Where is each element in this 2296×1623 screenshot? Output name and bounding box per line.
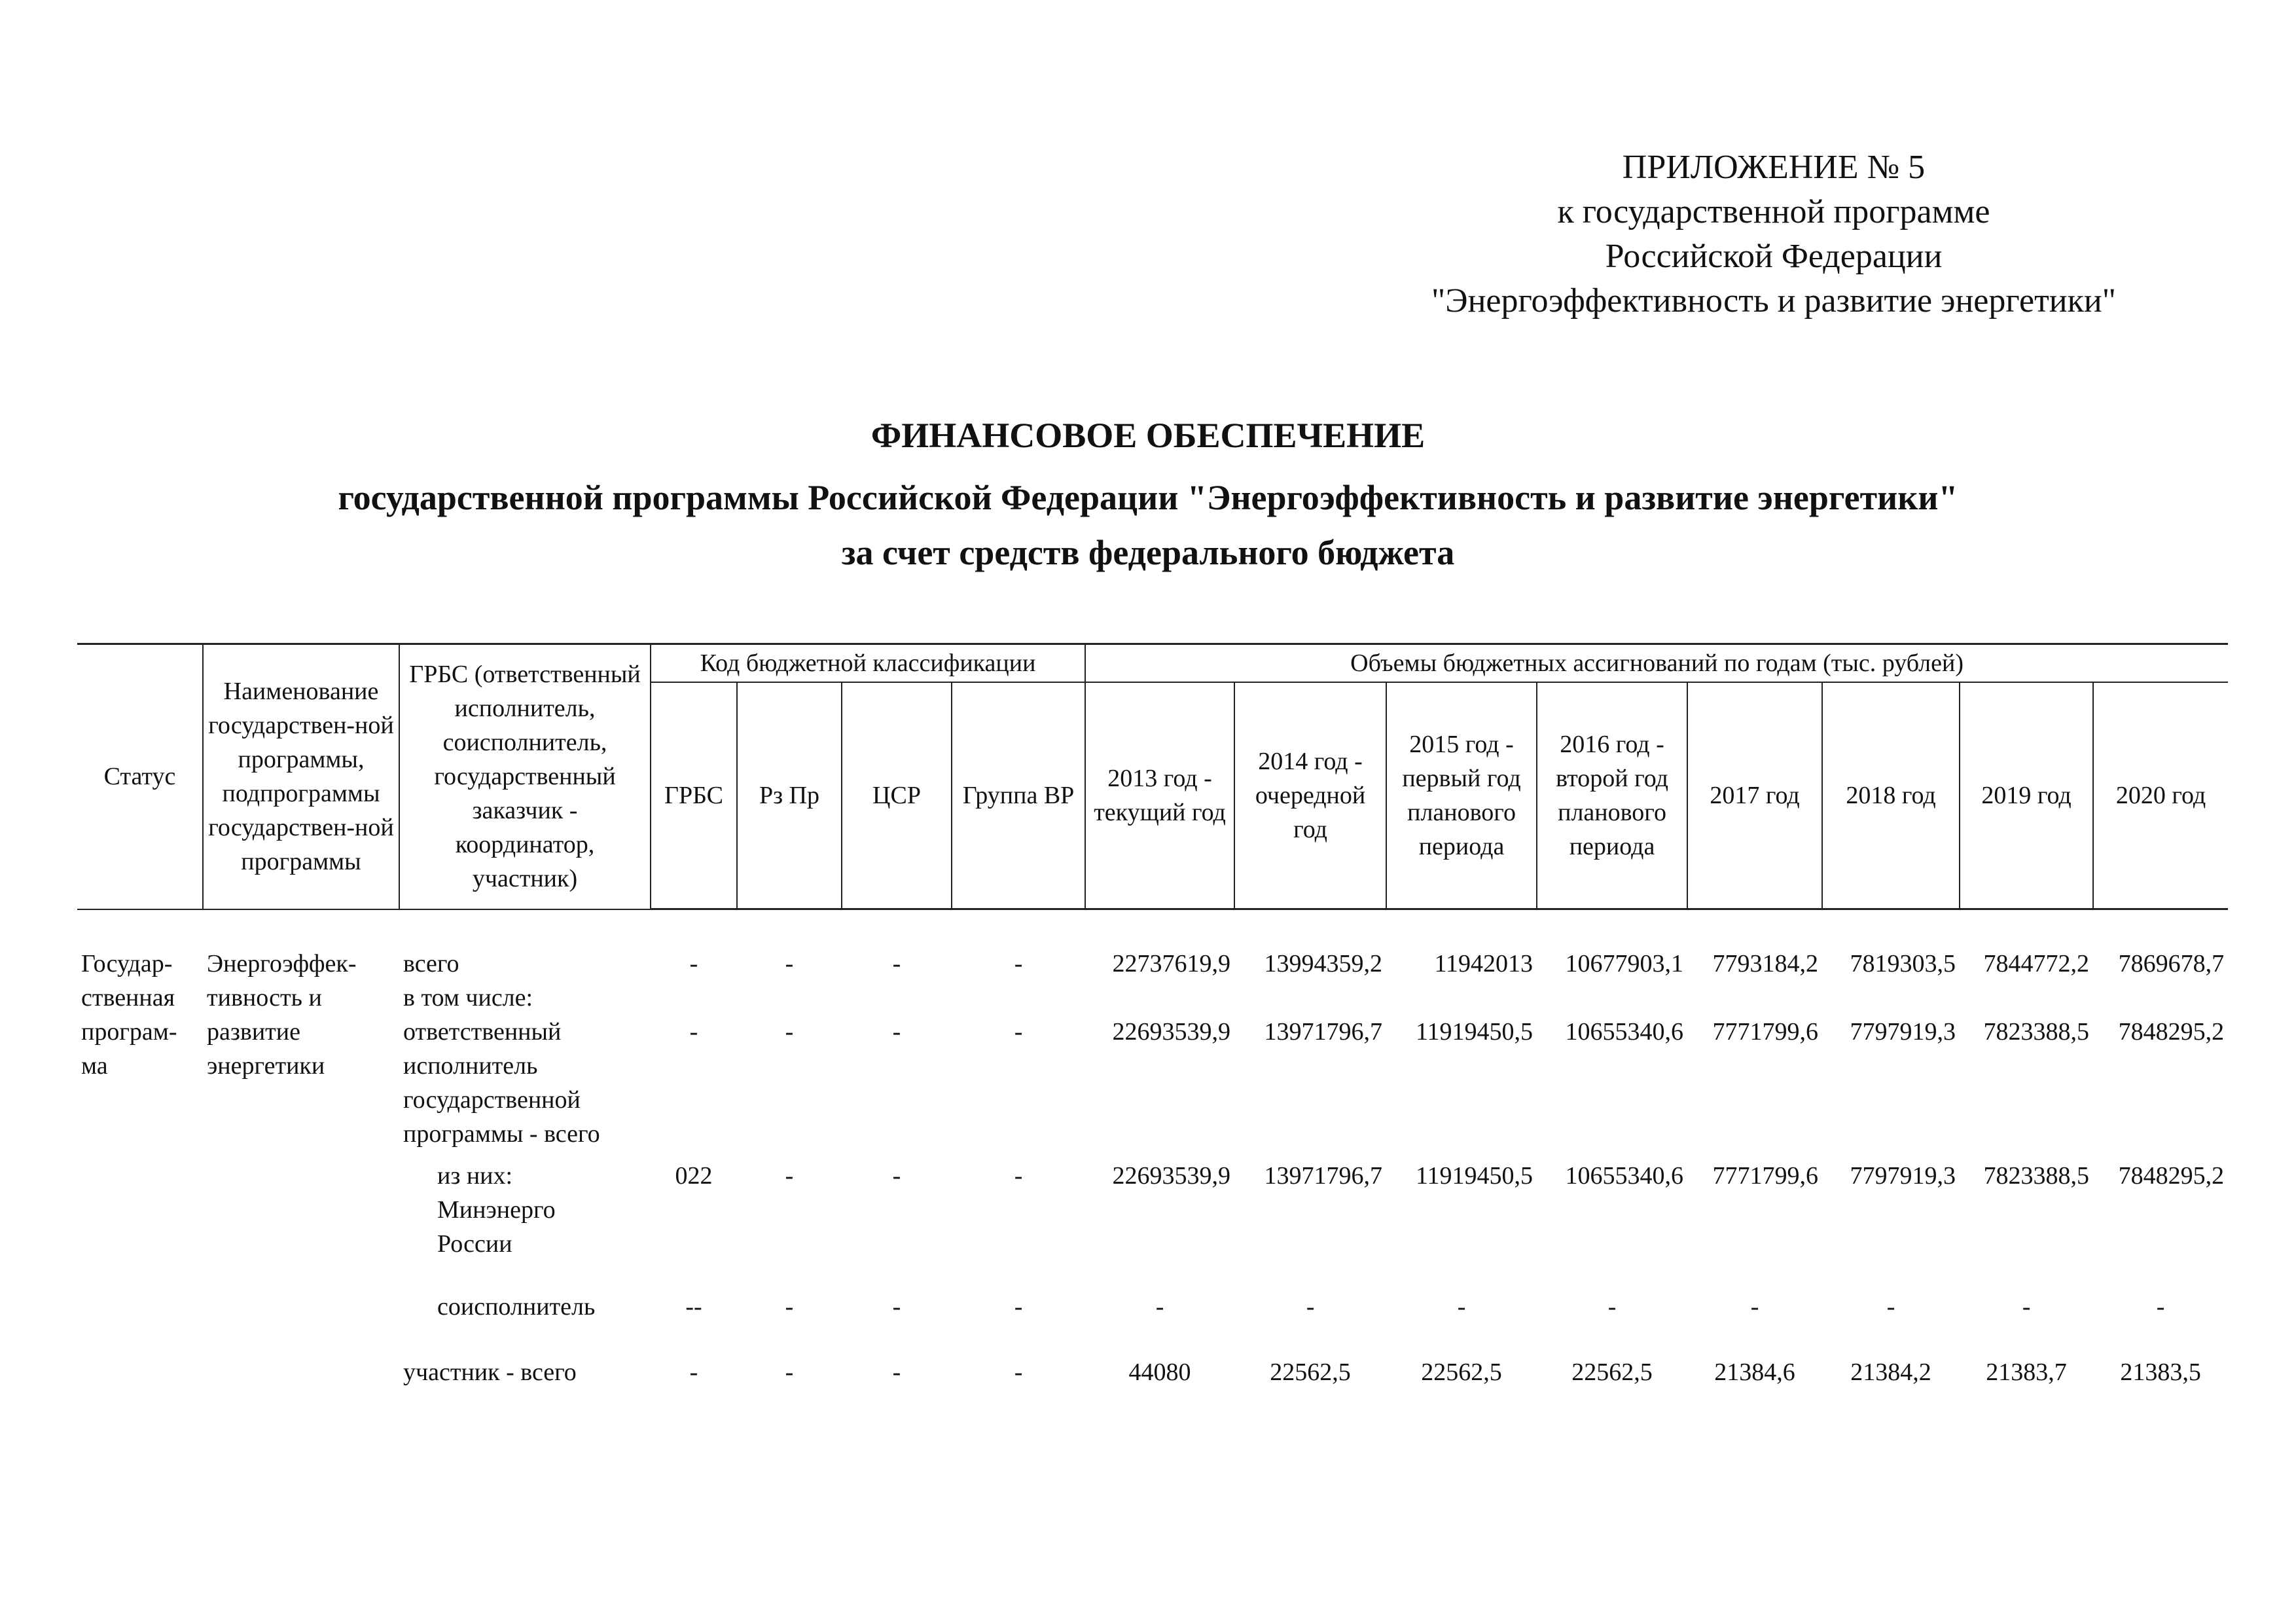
rzpr-cell: - (785, 1018, 794, 1046)
value-2019: 7823388,5 (1983, 1018, 2090, 1046)
grbs-cell: - (689, 1018, 698, 1046)
value-2014: 13994359,2 (1264, 950, 1383, 977)
row-label: в том числе: ответственный исполнитель государственной программы - всего (403, 984, 600, 1148)
csr-cell: - (892, 1162, 901, 1190)
vr-cell: - (1014, 1359, 1023, 1386)
value-2014: 13971796,7 (1264, 1162, 1383, 1190)
header-rzpr: Рз Пр (737, 682, 842, 909)
value-2020: 21383,5 (2120, 1359, 2201, 1386)
value-2015: 22562,5 (1421, 1359, 1502, 1386)
csr-cell: - (892, 950, 901, 977)
document-title: ФИНАНСОВОЕ ОБЕСПЕЧЕНИЕ (870, 416, 1426, 455)
table-row (77, 1290, 2228, 1355)
csr-cell: - (892, 1018, 901, 1046)
value-2013: 22693539,9 (1112, 1162, 1231, 1190)
vr-cell: - (1014, 1018, 1023, 1046)
value-2017: - (1750, 1293, 1759, 1321)
value-2018: 21384,2 (1850, 1359, 1931, 1386)
value-2019: 7823388,5 (1983, 1162, 2090, 1190)
value-2013: 44080 (1128, 1359, 1191, 1386)
vr-cell: - (1014, 1293, 1023, 1321)
value-2016: - (1607, 1293, 1617, 1321)
row-label: всего (403, 949, 459, 977)
value-2019: 7844772,2 (1983, 950, 2090, 977)
value-2015: 11919450,5 (1415, 1162, 1534, 1190)
value-2017: 7771799,6 (1712, 1018, 1819, 1046)
rzpr-cell: - (785, 1162, 794, 1190)
header-year-2013: 2013 год - текущий год (1085, 682, 1234, 909)
document-subtitle (0, 470, 2296, 580)
header-year-2018: 2018 год (1822, 682, 1960, 909)
vr-cell: - (1014, 1162, 1023, 1190)
header-volumes: Объемы бюджетных ассигнований по годам (тыс. рублей) (1085, 644, 2228, 683)
header-vr: Группа ВР (952, 682, 1085, 909)
row-label: участник - всего (403, 1359, 577, 1386)
appendix-line-4: "Энергоэффективность и развитие энергетики" (1431, 282, 2116, 319)
value-2014: 22562,5 (1270, 1359, 1351, 1386)
grbs-cell: 022 (675, 1162, 713, 1190)
value-2018: - (1886, 1293, 1895, 1321)
appendix-line-2: к государственной программе (1557, 193, 1990, 230)
value-2013: 22737619,9 (1112, 950, 1231, 977)
value-2019: 21383,7 (1986, 1359, 2067, 1386)
header-status: Статус (77, 644, 203, 909)
header-csr: ЦСР (842, 682, 952, 909)
value-2017: 21384,6 (1714, 1359, 1795, 1386)
value-2020: 7848295,2 (2118, 1018, 2225, 1046)
grbs-cell: - (689, 950, 698, 977)
rzpr-cell: - (785, 1359, 794, 1386)
csr-cell: - (892, 1293, 901, 1321)
header-year-2020: 2020 год (2093, 682, 2228, 909)
value-2018: 7797919,3 (1850, 1018, 1956, 1046)
table-row (77, 909, 2228, 981)
value-2014: 13971796,7 (1264, 1018, 1383, 1046)
grbs-cell: -- (685, 1293, 702, 1321)
header-year-2014: 2014 год - очередной год (1234, 682, 1386, 909)
value-2016: 22562,5 (1571, 1359, 1653, 1386)
value-2020: 7869678,7 (2118, 950, 2225, 977)
value-2013: 22693539,9 (1112, 1018, 1231, 1046)
header-year-2019: 2019 год (1960, 682, 2093, 909)
value-2020: - (2156, 1293, 2165, 1321)
value-2019: - (2022, 1293, 2031, 1321)
grbs-cell: - (689, 1359, 698, 1386)
subtitle-line-1: государственной программы Российской Федерации "Энергоэффективность и развитие энергетики" (338, 478, 1958, 517)
appendix-number: ПРИЛОЖЕНИЕ № 5 (1622, 149, 1926, 186)
table-row (77, 1355, 2228, 1389)
value-2013: - (1155, 1293, 1164, 1321)
status-cell: Государ- ственная програм- ма (81, 949, 177, 1080)
table-body (77, 909, 2228, 1390)
value-2018: 7797919,3 (1850, 1162, 1956, 1190)
header-budget-code: Код бюджетной классификации (651, 644, 1085, 683)
appendix-line-3: Российской Федерации (1605, 238, 1943, 275)
value-2016: 10655340,6 (1565, 1162, 1684, 1190)
value-2015: - (1457, 1293, 1466, 1321)
table-row (77, 981, 2228, 1159)
header-program-name: Наименование государствен-ной программы, подпрограммы государствен-ной программы (203, 644, 399, 909)
program-name-cell: Энергоэффек- тивность и развитие энергетики (207, 949, 357, 1080)
value-2020: 7848295,2 (2118, 1162, 2225, 1190)
rzpr-cell: - (785, 950, 794, 977)
value-2017: 7793184,2 (1712, 950, 1819, 977)
header-year-2017: 2017 год (1687, 682, 1822, 909)
header-year-2016: 2016 год - второй год планового периода (1537, 682, 1687, 909)
value-2015: 11942013 (1434, 950, 1534, 977)
rzpr-cell: - (785, 1293, 794, 1321)
value-2016: 10677903,1 (1565, 950, 1684, 977)
row-label: соисполнитель (437, 1293, 596, 1321)
csr-cell: - (892, 1359, 901, 1386)
appendix-header (1302, 145, 2245, 323)
value-2017: 7771799,6 (1712, 1162, 1819, 1190)
header-year-2015: 2015 год - первый год планового периода (1386, 682, 1537, 909)
value-2018: 7819303,5 (1850, 950, 1956, 977)
vr-cell: - (1014, 950, 1023, 977)
value-2014: - (1306, 1293, 1315, 1321)
value-2016: 10655340,6 (1565, 1018, 1684, 1046)
subtitle-line-2: за счет средств федерального бюджета (841, 533, 1455, 572)
header-grbs-role: ГРБС (ответственный исполнитель, соисполнитель, государственный заказчик - координатор, участник) (399, 644, 651, 909)
financing-table (77, 643, 2228, 1389)
value-2015: 11919450,5 (1415, 1018, 1534, 1046)
row-label: из них: Минэнерго России (437, 1162, 556, 1258)
header-grbs: ГРБС (651, 682, 737, 909)
table-row (77, 1159, 2228, 1290)
